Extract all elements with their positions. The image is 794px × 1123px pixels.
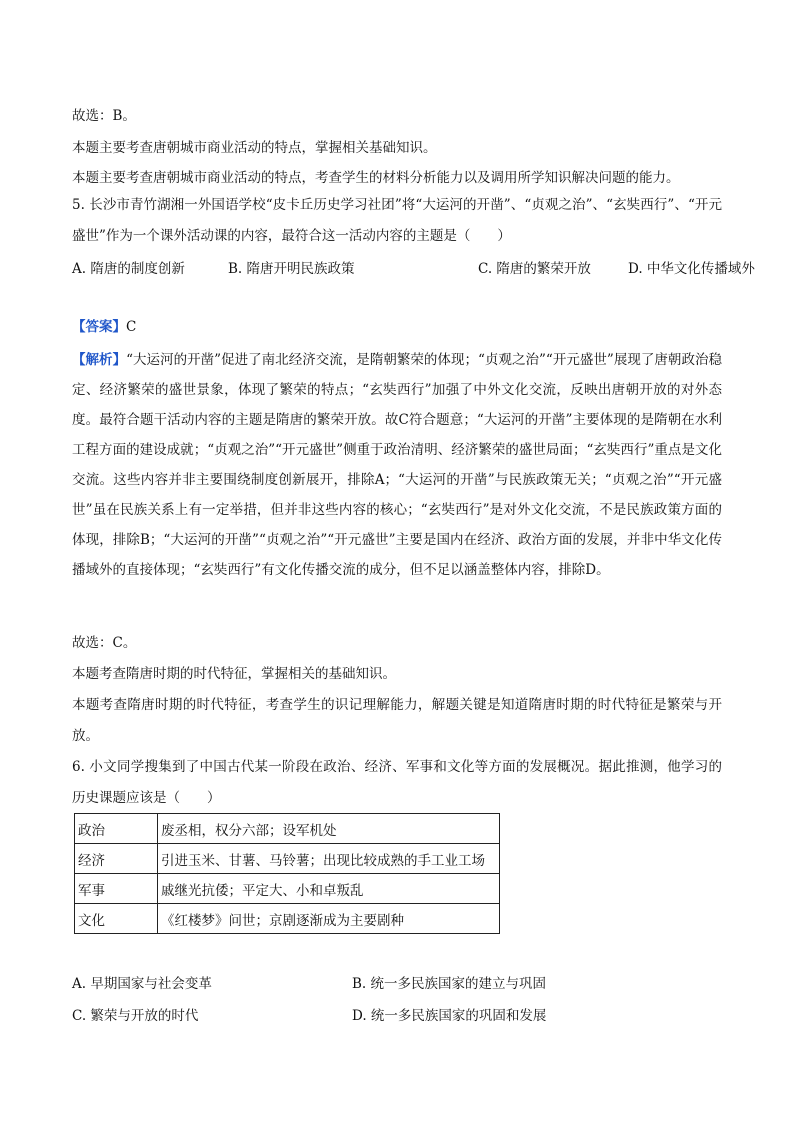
analysis-label: 【解析】	[72, 352, 127, 368]
table-row	[75, 874, 500, 904]
q5-option-a: A. 隋唐的制度创新	[72, 261, 185, 277]
table-row	[75, 814, 500, 844]
note-line-q4-b: 本题主要考查唐朝城市商业活动的特点，考查学生的材料分析能力以及调用所学知识解决问题的能力。	[72, 170, 680, 186]
table-value: 引进玉米、甘薯、马铃薯；出现比较成熟的手工业工场	[158, 844, 500, 874]
table-value: 戚继光抗倭；平定大、小和卓叛乱	[158, 874, 500, 904]
q6-option-a: A. 早期国家与社会变革	[72, 976, 212, 992]
q6-info-table	[74, 813, 500, 934]
q5-option-c: C. 隋唐的繁荣开放	[478, 261, 591, 277]
choose-line-q4: 故选：B。	[72, 108, 136, 124]
note-line-q4-a: 本题主要考查唐朝城市商业活动的特点，掌握相关基础知识。	[72, 140, 437, 156]
table-value: 《红楼梦》问世；京剧逐渐成为主要剧种	[158, 904, 500, 934]
q6-option-c: C. 繁荣与开放的时代	[72, 1008, 199, 1024]
table-row	[75, 844, 500, 874]
q5-analysis	[72, 345, 722, 585]
q6-option-b: B. 统一多民族国家的建立与巩固	[352, 976, 547, 992]
answer-value: C	[126, 319, 137, 335]
answer-label: 【答案】	[72, 319, 126, 335]
table-value: 废丞相，权分六部；设军机处	[158, 814, 500, 844]
table-key: 文化	[75, 904, 158, 934]
q6-option-d: D. 统一多民族国家的巩固和发展	[352, 1008, 547, 1024]
q5-option-b: B. 隋唐开明民族政策	[228, 261, 355, 277]
table-key: 军事	[75, 874, 158, 904]
q5-option-d: D. 中华文化传播域外	[628, 261, 755, 277]
analysis-text: “大运河的开凿”促进了南北经济交流，是隋朝繁荣的体现；“贞观之治”“开元盛世”展现了唐朝政治稳定、经济繁荣的盛世景象，体现了繁荣的特点；“玄奘西行”加强了中外文化交流，反映出唐朝开放的对外态度。最符合题干活动内容的主题是隋唐的繁荣开放。故C符合题意；“大运河的开凿”主要体现的是隋朝在水利工程方面的建设成就；“贞观之治”“开元盛世”侧重于政治清明、经济繁荣的盛世局面；“玄奘西行”重点是文化交流。这些内容并非主要围绕制度创新展开，排除A；“大运河的开凿”与民族政策无关；“贞观之治”“开元盛世”虽在民族关系上有一定举措，但并非这些内容的核心；“玄奘西行”是对外文化交流，不是民族政策方面的体现，排除B；“大运河的开凿”“贞观之治”“开元盛世”主要是国内在经济、政治方面的发展，并非中华文化传播域外的直接体现；“玄奘西行”有文化传播交流的成分，但不足以涵盖整体内容，排除D。	[72, 352, 722, 578]
table-key: 政治	[75, 814, 158, 844]
table-row	[75, 904, 500, 934]
question-6-stem: 6. 小文同学搜集到了中国古代某一阶段在政治、经济、军事和文化等方面的发展概况。据此推测，他学习的历史课题应该是（ ）	[72, 759, 722, 806]
note-line-q5-a: 本题考查隋唐时期的时代特征，掌握相关的基础知识。	[72, 666, 396, 682]
q5-answer	[72, 312, 722, 343]
question-5-stem: 5. 长沙市青竹湖湘一外国语学校“皮卡丘历史学习社团”将“大运河的开凿”、“贞观之治”、“玄奘西行”、“开元盛世”作为一个课外活动课的内容，最符合这一活动内容的主题是（ ）	[72, 197, 722, 244]
table-key: 经济	[75, 844, 158, 874]
choose-line-q5: 故选：C。	[72, 635, 137, 651]
note-line-q5-b: 本题考查隋唐时期的时代特征，考查学生的识记理解能力，解题关键是知道隋唐时期的时代特征是繁荣与开放。	[72, 697, 722, 744]
